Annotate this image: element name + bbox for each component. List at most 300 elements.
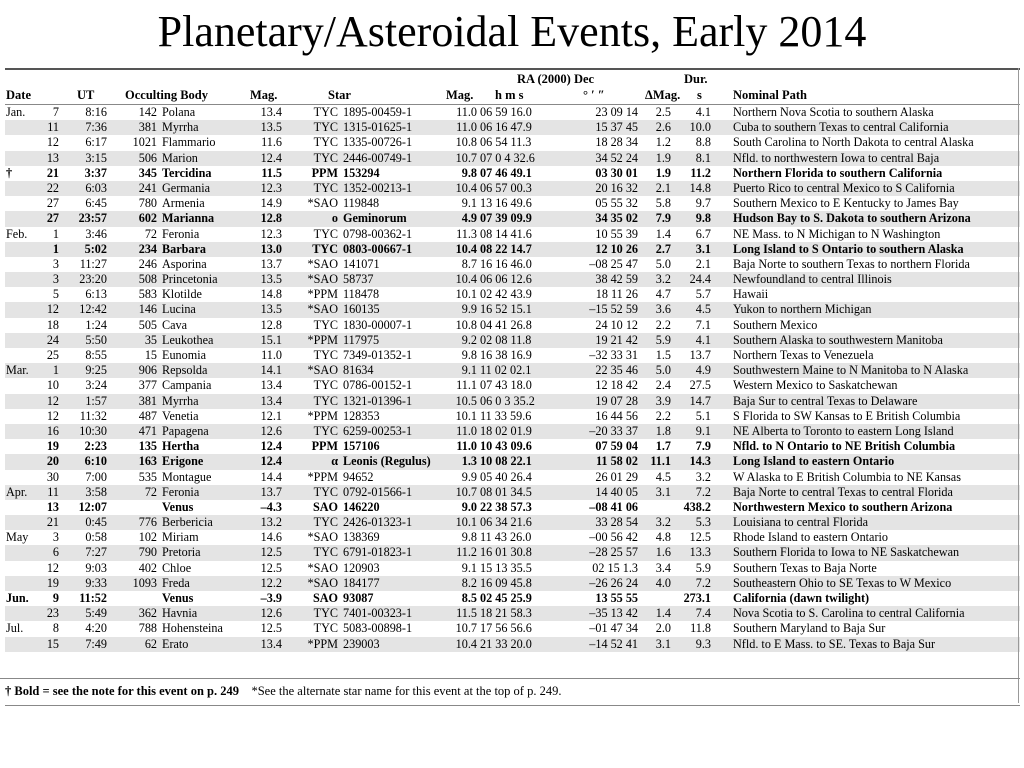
cell-nominal-path: Rhode Island to eastern Ontario xyxy=(733,530,889,545)
cell-delta-mag: 3.9 xyxy=(655,393,671,408)
cell-ut: 9:33 xyxy=(85,575,107,590)
cell-delta-mag: 2.1 xyxy=(655,180,671,195)
cell-duration: 4.9 xyxy=(695,363,711,378)
cell-body-name: Feronia xyxy=(162,226,200,241)
cell-nominal-path: Southern Maryland to Baja Sur xyxy=(733,621,886,636)
cell-dec: –08 41 06 xyxy=(589,499,638,514)
cell-star-id: 153294 xyxy=(343,165,380,180)
table-row xyxy=(5,181,1020,196)
cell-star-mag: 9.9 xyxy=(461,469,477,484)
cell-month: Feb. xyxy=(6,226,28,241)
cell-body-number: 788 xyxy=(138,621,157,636)
cell-dec: –15 52 59 xyxy=(589,302,638,317)
cell-month: May xyxy=(6,530,29,545)
col-dur-units: s xyxy=(697,88,702,102)
cell-duration: 4.1 xyxy=(695,105,711,119)
cell-star-catalog: *SAO xyxy=(307,575,338,590)
cell-star-catalog: TYC xyxy=(313,606,338,621)
cell-body-name: Myrrha xyxy=(162,120,199,135)
cell-delta-mag: 5.9 xyxy=(655,332,671,347)
cell-ut: 0:45 xyxy=(85,515,107,530)
cell-star-mag: 10.7 xyxy=(455,150,477,165)
cell-star-catalog: *PPM xyxy=(307,636,338,651)
cell-dec: –20 33 37 xyxy=(589,423,638,438)
cell-star-mag: 9.8 xyxy=(461,165,477,180)
cell-nominal-path: S Florida to SW Kansas to E British Columbia xyxy=(733,408,961,423)
cell-body-number: 163 xyxy=(138,454,157,469)
cell-body-number: 35 xyxy=(144,332,157,347)
cell-star-id: 141071 xyxy=(343,256,380,271)
cell-star-id: 93087 xyxy=(343,591,374,605)
cell-body-number: 776 xyxy=(138,515,157,530)
cell-dec: 23 09 14 xyxy=(595,105,638,119)
table-row xyxy=(5,515,1020,530)
cell-duration: 7.1 xyxy=(695,317,711,332)
cell-body-mag: 13.7 xyxy=(260,256,282,271)
cell-body-mag: 12.1 xyxy=(260,408,282,423)
cell-body-number: 146 xyxy=(138,302,157,317)
cell-body-name: Berbericia xyxy=(162,515,213,530)
cell-star-mag: 10.4 xyxy=(455,241,477,256)
cell-body-name: Venetia xyxy=(162,408,199,423)
table-row xyxy=(5,530,1020,545)
cell-nominal-path: South Carolina to North Dakota to central Alaska xyxy=(733,135,974,150)
table-row xyxy=(5,318,1020,333)
cell-dec: 12 18 42 xyxy=(595,378,638,393)
cell-ra: 16 16 46.0 xyxy=(480,256,532,271)
cell-star-catalog: *SAO xyxy=(307,196,338,211)
cell-star-id: Leonis (Regulus) xyxy=(343,454,431,469)
cell-delta-mag: 11.1 xyxy=(650,454,671,469)
cell-body-name: Freda xyxy=(162,575,190,590)
cell-dec: 20 16 32 xyxy=(595,180,638,195)
cell-star-catalog: TYC xyxy=(313,105,338,119)
cell-day: 27 xyxy=(46,211,59,226)
cell-day: 12 xyxy=(46,408,59,423)
cell-star-mag: 8.7 xyxy=(461,256,477,271)
cell-day: 21 xyxy=(46,515,59,530)
cell-body-mag: 12.4 xyxy=(260,150,282,165)
cell-body-number: 780 xyxy=(138,196,157,211)
cell-duration: 7.2 xyxy=(695,575,711,590)
cell-nominal-path: Southern Florida to Iowa to NE Saskatchewan xyxy=(733,545,960,560)
cell-ut: 11:32 xyxy=(79,408,107,423)
cell-body-number: 102 xyxy=(138,530,157,545)
cell-ut: 3:24 xyxy=(85,378,107,393)
cell-delta-mag: 2.6 xyxy=(655,120,671,135)
cell-ra: 18 21 58.3 xyxy=(480,606,532,621)
cell-ra: 18 02 01.9 xyxy=(480,423,532,438)
cell-body-name: Feronia xyxy=(162,484,200,499)
cell-star-mag: 10.1 xyxy=(455,287,477,302)
cell-body-number: 583 xyxy=(138,287,157,302)
cell-star-mag: 9.8 xyxy=(461,348,477,362)
table-row xyxy=(5,363,1020,378)
cell-ut: 6:17 xyxy=(85,135,107,150)
cell-star-catalog: SAO xyxy=(312,591,338,605)
cell-body-mag: 13.4 xyxy=(260,636,282,651)
cell-star-id: 94652 xyxy=(343,469,374,484)
cell-ut: 11:52 xyxy=(79,591,107,605)
cell-duration: 7.4 xyxy=(695,606,711,621)
cell-body-number: 142 xyxy=(138,105,157,119)
table-row xyxy=(5,378,1020,393)
cell-star-id: 7349-01352-1 xyxy=(343,348,413,362)
cell-dec: 03 30 01 xyxy=(595,165,638,180)
cell-star-mag: 8.2 xyxy=(461,575,477,590)
cell-ra: 07 0 4 32.6 xyxy=(480,150,535,165)
footnote-bold: † Bold = see the note for this event on p. 249 xyxy=(5,684,239,698)
cell-star-catalog: *SAO xyxy=(307,560,338,575)
cell-star-catalog: TYC xyxy=(313,423,338,438)
cell-star-catalog: *PPM xyxy=(307,287,338,302)
cell-star-catalog: PPM xyxy=(311,165,338,180)
table-row xyxy=(5,211,1020,226)
table-row xyxy=(5,166,1020,181)
cell-delta-mag: 1.6 xyxy=(655,545,671,560)
cell-body-number: 602 xyxy=(138,211,157,226)
cell-ra: 06 06 12.6 xyxy=(480,272,532,287)
cell-star-catalog: TYC xyxy=(313,348,338,362)
cell-duration: 9.3 xyxy=(695,636,711,651)
cell-ra: 16 09 45.8 xyxy=(480,575,532,590)
cell-ut: 3:37 xyxy=(84,165,107,180)
cell-body-number: 234 xyxy=(138,241,157,256)
cell-star-id: 128353 xyxy=(343,408,380,423)
cell-body-mag: 12.8 xyxy=(260,211,282,226)
cell-delta-mag: 3.6 xyxy=(655,302,671,317)
cell-day: 12 xyxy=(46,302,59,317)
table-row xyxy=(5,272,1020,287)
cell-day: 24 xyxy=(46,332,59,347)
cell-nominal-path: Puerto Rico to central Mexico to S California xyxy=(733,180,955,195)
cell-ut: 7:36 xyxy=(85,120,107,135)
cell-body-number: 906 xyxy=(138,363,157,378)
cell-ut: 6:10 xyxy=(84,454,107,469)
table-row xyxy=(5,606,1020,621)
cell-day: 21 xyxy=(46,165,59,180)
cell-ut: 23:20 xyxy=(79,272,107,287)
cell-body-mag: 12.3 xyxy=(260,226,282,241)
cell-star-id: 2426-01323-1 xyxy=(343,515,413,530)
table-row xyxy=(5,196,1020,211)
cell-star-id: 157106 xyxy=(343,439,380,454)
cell-ra: 16 01 30.8 xyxy=(480,545,532,560)
cell-day: 12 xyxy=(46,560,59,575)
cell-star-mag: 10.7 xyxy=(455,484,477,499)
cell-dec: 11 58 02 xyxy=(596,454,638,469)
cell-body-mag: 12.4 xyxy=(260,454,282,469)
cell-body-mag: 12.4 xyxy=(260,439,282,454)
cell-body-number: 506 xyxy=(138,150,157,165)
cell-star-id: 1352-00213-1 xyxy=(343,180,413,195)
cell-delta-mag: 1.7 xyxy=(655,439,671,454)
cell-star-catalog: TYC xyxy=(313,378,338,393)
cell-body-name: Germania xyxy=(162,180,211,195)
cell-nominal-path: Northern Florida to southern California xyxy=(733,165,943,180)
cell-ra: 16 38 16.9 xyxy=(480,348,532,362)
col-date: Date xyxy=(6,88,31,102)
cell-duration: 14.3 xyxy=(689,454,711,469)
cell-body-name: Eunomia xyxy=(162,348,207,362)
cell-star-id: 6259-00253-1 xyxy=(343,423,413,438)
cell-body-name: Barbara xyxy=(162,241,207,256)
cell-delta-mag: 3.1 xyxy=(655,636,671,651)
cell-nominal-path: NE Mass. to N Michigan to N Washington xyxy=(733,226,941,241)
cell-ut: 7:49 xyxy=(85,636,107,651)
cell-body-number: 362 xyxy=(138,606,157,621)
cell-star-id: 7401-00323-1 xyxy=(343,606,413,621)
cell-ra: 13 16 49.6 xyxy=(480,196,532,211)
cell-star-id: 1895-00459-1 xyxy=(343,105,413,119)
table-row xyxy=(5,105,1020,120)
cell-day: 20 xyxy=(46,454,59,469)
page-title: Planetary/Asteroidal Events, Early 2014 xyxy=(157,7,867,56)
cell-body-mag: 11.0 xyxy=(261,348,282,362)
cell-ra: 02 45 25.9 xyxy=(480,591,532,605)
footnote-divider xyxy=(0,678,1020,679)
cell-body-name: Miriam xyxy=(162,530,199,545)
cell-day: 3 xyxy=(52,530,59,545)
cell-day: 12 xyxy=(46,135,59,150)
cell-dec: –01 47 34 xyxy=(589,621,638,636)
cell-star-id: 184177 xyxy=(343,575,380,590)
cell-star-mag: 11.0 xyxy=(456,120,477,135)
cell-body-number: 72 xyxy=(144,226,157,241)
cell-duration: 7.2 xyxy=(695,484,711,499)
cell-day: 23 xyxy=(46,606,59,621)
cell-delta-mag: 1.9 xyxy=(655,150,671,165)
cell-ra: 07 43 18.0 xyxy=(480,378,532,393)
cell-star-catalog: TYC xyxy=(313,135,338,150)
cell-dec: 24 10 12 xyxy=(595,317,638,332)
cell-star-catalog: SAO xyxy=(312,499,338,514)
cell-star-mag: 4.9 xyxy=(461,211,477,226)
cell-duration: 8.8 xyxy=(695,135,711,150)
cell-body-name: Pretoria xyxy=(162,545,201,560)
cell-day: 30 xyxy=(46,469,59,484)
cell-duration: 10.0 xyxy=(689,120,711,135)
cell-day: 5 xyxy=(52,287,59,302)
cell-nominal-path: Louisiana to central Florida xyxy=(733,515,869,530)
cell-star-catalog: *PPM xyxy=(307,332,338,347)
table-row xyxy=(5,333,1020,348)
table-row xyxy=(5,621,1020,636)
cell-ra: 15 13 35.5 xyxy=(480,560,532,575)
cell-star-id: 0786-00152-1 xyxy=(343,378,413,393)
cell-duration: 7.9 xyxy=(695,439,711,454)
cell-day: 9 xyxy=(52,591,59,605)
cell-delta-mag: 2.2 xyxy=(655,317,671,332)
cell-nominal-path: Southern Texas to Baja Norte xyxy=(733,560,877,575)
cell-nominal-path: Baja Norte to southern Texas to northern Florida xyxy=(733,256,970,271)
cell-body-number: 505 xyxy=(138,317,157,332)
table-row xyxy=(5,485,1020,500)
cell-month: † xyxy=(6,165,13,180)
cell-body-number: 1021 xyxy=(132,135,157,150)
cell-body-name: Repsolda xyxy=(162,363,208,378)
cell-delta-mag: 1.4 xyxy=(655,606,671,621)
cell-nominal-path: Nfld. to northwestern Iowa to central Baja xyxy=(733,150,940,165)
cell-ut: 6:45 xyxy=(85,196,107,211)
cell-delta-mag: 5.8 xyxy=(655,196,671,211)
cell-day: 25 xyxy=(46,348,59,362)
cell-nominal-path: Long Island to eastern Ontario xyxy=(733,454,895,469)
cell-delta-mag: 3.1 xyxy=(655,484,671,499)
cell-ra: 02 42 43.9 xyxy=(480,287,532,302)
cell-body-number: 345 xyxy=(138,165,157,180)
cell-body-name: Lucina xyxy=(162,302,196,317)
cell-star-mag: 10.5 xyxy=(455,393,477,408)
cell-delta-mag: 2.4 xyxy=(655,378,671,393)
table-row xyxy=(5,302,1020,317)
cell-body-mag: 12.3 xyxy=(260,180,282,195)
table-header-top xyxy=(5,70,1020,86)
cell-ut: 1:57 xyxy=(85,393,107,408)
cell-duration: 5.7 xyxy=(695,287,711,302)
cell-delta-mag: 3.4 xyxy=(655,560,671,575)
cell-star-mag: 9.1 xyxy=(461,560,477,575)
cell-star-catalog: TYC xyxy=(313,484,338,499)
cell-body-number: 135 xyxy=(138,439,157,454)
cell-star-catalog: o xyxy=(331,211,338,226)
dur-header: Dur. xyxy=(684,72,708,86)
cell-dec: 26 01 29 xyxy=(595,469,638,484)
cell-body-mag: 13.2 xyxy=(260,515,282,530)
cell-star-mag: 9.1 xyxy=(461,196,477,211)
cell-day: 27 xyxy=(46,196,59,211)
cell-star-id: 6791-01823-1 xyxy=(343,545,413,560)
cell-nominal-path: Nfld. to N Ontario to NE British Columbia xyxy=(733,439,956,454)
cell-star-mag: 1.3 xyxy=(461,454,477,469)
cell-delta-mag: 1.5 xyxy=(655,348,671,362)
cell-ut: 3:15 xyxy=(85,150,107,165)
col-star-mag: Mag. xyxy=(446,88,474,102)
cell-nominal-path: Western Mexico to Saskatchewan xyxy=(733,378,898,393)
cell-duration: 14.8 xyxy=(689,180,711,195)
cell-star-catalog: TYC xyxy=(313,621,338,636)
cell-body-number: 241 xyxy=(138,180,157,195)
cell-star-id: 0792-01566-1 xyxy=(343,484,413,499)
cell-ut: 11:27 xyxy=(79,256,107,271)
col-nominal-path: Nominal Path xyxy=(733,88,807,102)
cell-duration: 4.1 xyxy=(695,332,711,347)
cell-dec: 13 55 55 xyxy=(595,591,638,605)
cell-star-catalog: α xyxy=(331,454,338,469)
table-row xyxy=(5,470,1020,485)
cell-star-mag: 11.5 xyxy=(456,606,477,621)
cell-star-mag: 10.1 xyxy=(455,408,477,423)
cell-dec: 12 10 26 xyxy=(595,241,638,256)
cell-ra: 11 43 26.0 xyxy=(480,530,532,545)
cell-star-mag: 11.2 xyxy=(456,545,477,560)
cell-ut: 0:58 xyxy=(85,530,107,545)
cell-delta-mag: 2.0 xyxy=(655,621,671,636)
cell-star-mag: 11.0 xyxy=(456,105,477,119)
cell-nominal-path: Yukon to northern Michigan xyxy=(733,302,872,317)
cell-duration: 5.9 xyxy=(695,560,711,575)
table-header xyxy=(5,86,1020,105)
cell-body-name: Hohensteina xyxy=(162,621,223,636)
cell-ut: 8:16 xyxy=(85,105,107,119)
cell-star-id: 81634 xyxy=(343,363,374,378)
cell-body-name: Marion xyxy=(162,150,198,165)
cell-duration: 3.1 xyxy=(695,241,711,256)
cell-ut: 2:23 xyxy=(84,439,107,454)
cell-ra: 05 40 26.4 xyxy=(480,469,532,484)
cell-nominal-path: Southern Alaska to southwestern Manitoba xyxy=(733,332,943,347)
cell-body-number: 381 xyxy=(138,120,157,135)
cell-nominal-path: Newfoundland to central Illinois xyxy=(733,272,892,287)
cell-duration: 273.1 xyxy=(683,591,711,605)
cell-ra: 21 33 20.0 xyxy=(480,636,532,651)
cell-dec: 02 15 1.3 xyxy=(592,560,638,575)
cell-duration: 2.1 xyxy=(695,256,711,271)
cell-duration: 4.5 xyxy=(695,302,711,317)
cell-star-catalog: *PPM xyxy=(307,469,338,484)
cell-star-mag: 10.7 xyxy=(455,621,477,636)
col-occulting-body: Occulting Body xyxy=(125,88,208,102)
cell-nominal-path: Northern Texas to Venezuela xyxy=(733,348,874,362)
table-row xyxy=(5,348,1020,363)
col-ra-units: h m s xyxy=(495,88,524,102)
cell-star-mag: 9.8 xyxy=(461,530,477,545)
cell-body-name: Armenia xyxy=(162,196,205,211)
cell-day: 18 xyxy=(46,317,59,332)
events-table xyxy=(5,68,1020,706)
cell-dec: 34 35 02 xyxy=(595,211,638,226)
table-row xyxy=(5,287,1020,302)
cell-duration: 12.5 xyxy=(689,530,711,545)
cell-day: 11 xyxy=(47,120,59,135)
cell-nominal-path: NE Alberta to Toronto to eastern Long Island xyxy=(733,423,954,438)
cell-ra: 07 46 49.1 xyxy=(480,165,532,180)
cell-nominal-path: Cuba to southern Texas to central California xyxy=(733,120,949,135)
cell-body-name: Cava xyxy=(162,317,188,332)
cell-ra: 04 41 26.8 xyxy=(480,317,532,332)
cell-body-mag: 11.5 xyxy=(261,165,282,180)
cell-duration: 438.2 xyxy=(683,499,711,514)
cell-dec: 34 52 24 xyxy=(595,150,638,165)
cell-star-id: 0803-00667-1 xyxy=(343,241,413,256)
table-row xyxy=(5,257,1020,272)
cell-body-mag: –4.3 xyxy=(260,499,282,514)
cell-body-name: Klotilde xyxy=(162,287,202,302)
cell-dec: 19 07 28 xyxy=(595,393,638,408)
cell-delta-mag: 4.8 xyxy=(655,530,671,545)
cell-nominal-path: Nfld. to E Mass. to SE. Texas to Baja Sur xyxy=(733,636,936,651)
cell-star-mag: 11.0 xyxy=(456,439,477,454)
cell-body-mag: 12.5 xyxy=(260,621,282,636)
cell-star-catalog: TYC xyxy=(313,515,338,530)
cell-nominal-path: Northern Nova Scotia to southern Alaska xyxy=(733,105,934,119)
cell-delta-mag: 5.0 xyxy=(655,256,671,271)
cell-star-id: 120903 xyxy=(343,560,380,575)
cell-body-name: Myrrha xyxy=(162,393,199,408)
cell-ra: 06 54 11.3 xyxy=(480,135,532,150)
cell-dec: –35 13 42 xyxy=(589,606,638,621)
footnote xyxy=(5,684,561,699)
table-row xyxy=(5,120,1020,135)
cell-day: 12 xyxy=(46,393,59,408)
cell-duration: 13.3 xyxy=(689,545,711,560)
cell-dec: –14 52 41 xyxy=(589,636,638,651)
cell-body-name: Venus xyxy=(162,499,194,514)
cell-delta-mag: 2.5 xyxy=(655,105,671,119)
cell-duration: 13.7 xyxy=(689,348,711,362)
cell-nominal-path: Southeastern Ohio to SE Texas to W Mexico xyxy=(733,575,952,590)
cell-ra: 08 01 34.5 xyxy=(480,484,532,499)
